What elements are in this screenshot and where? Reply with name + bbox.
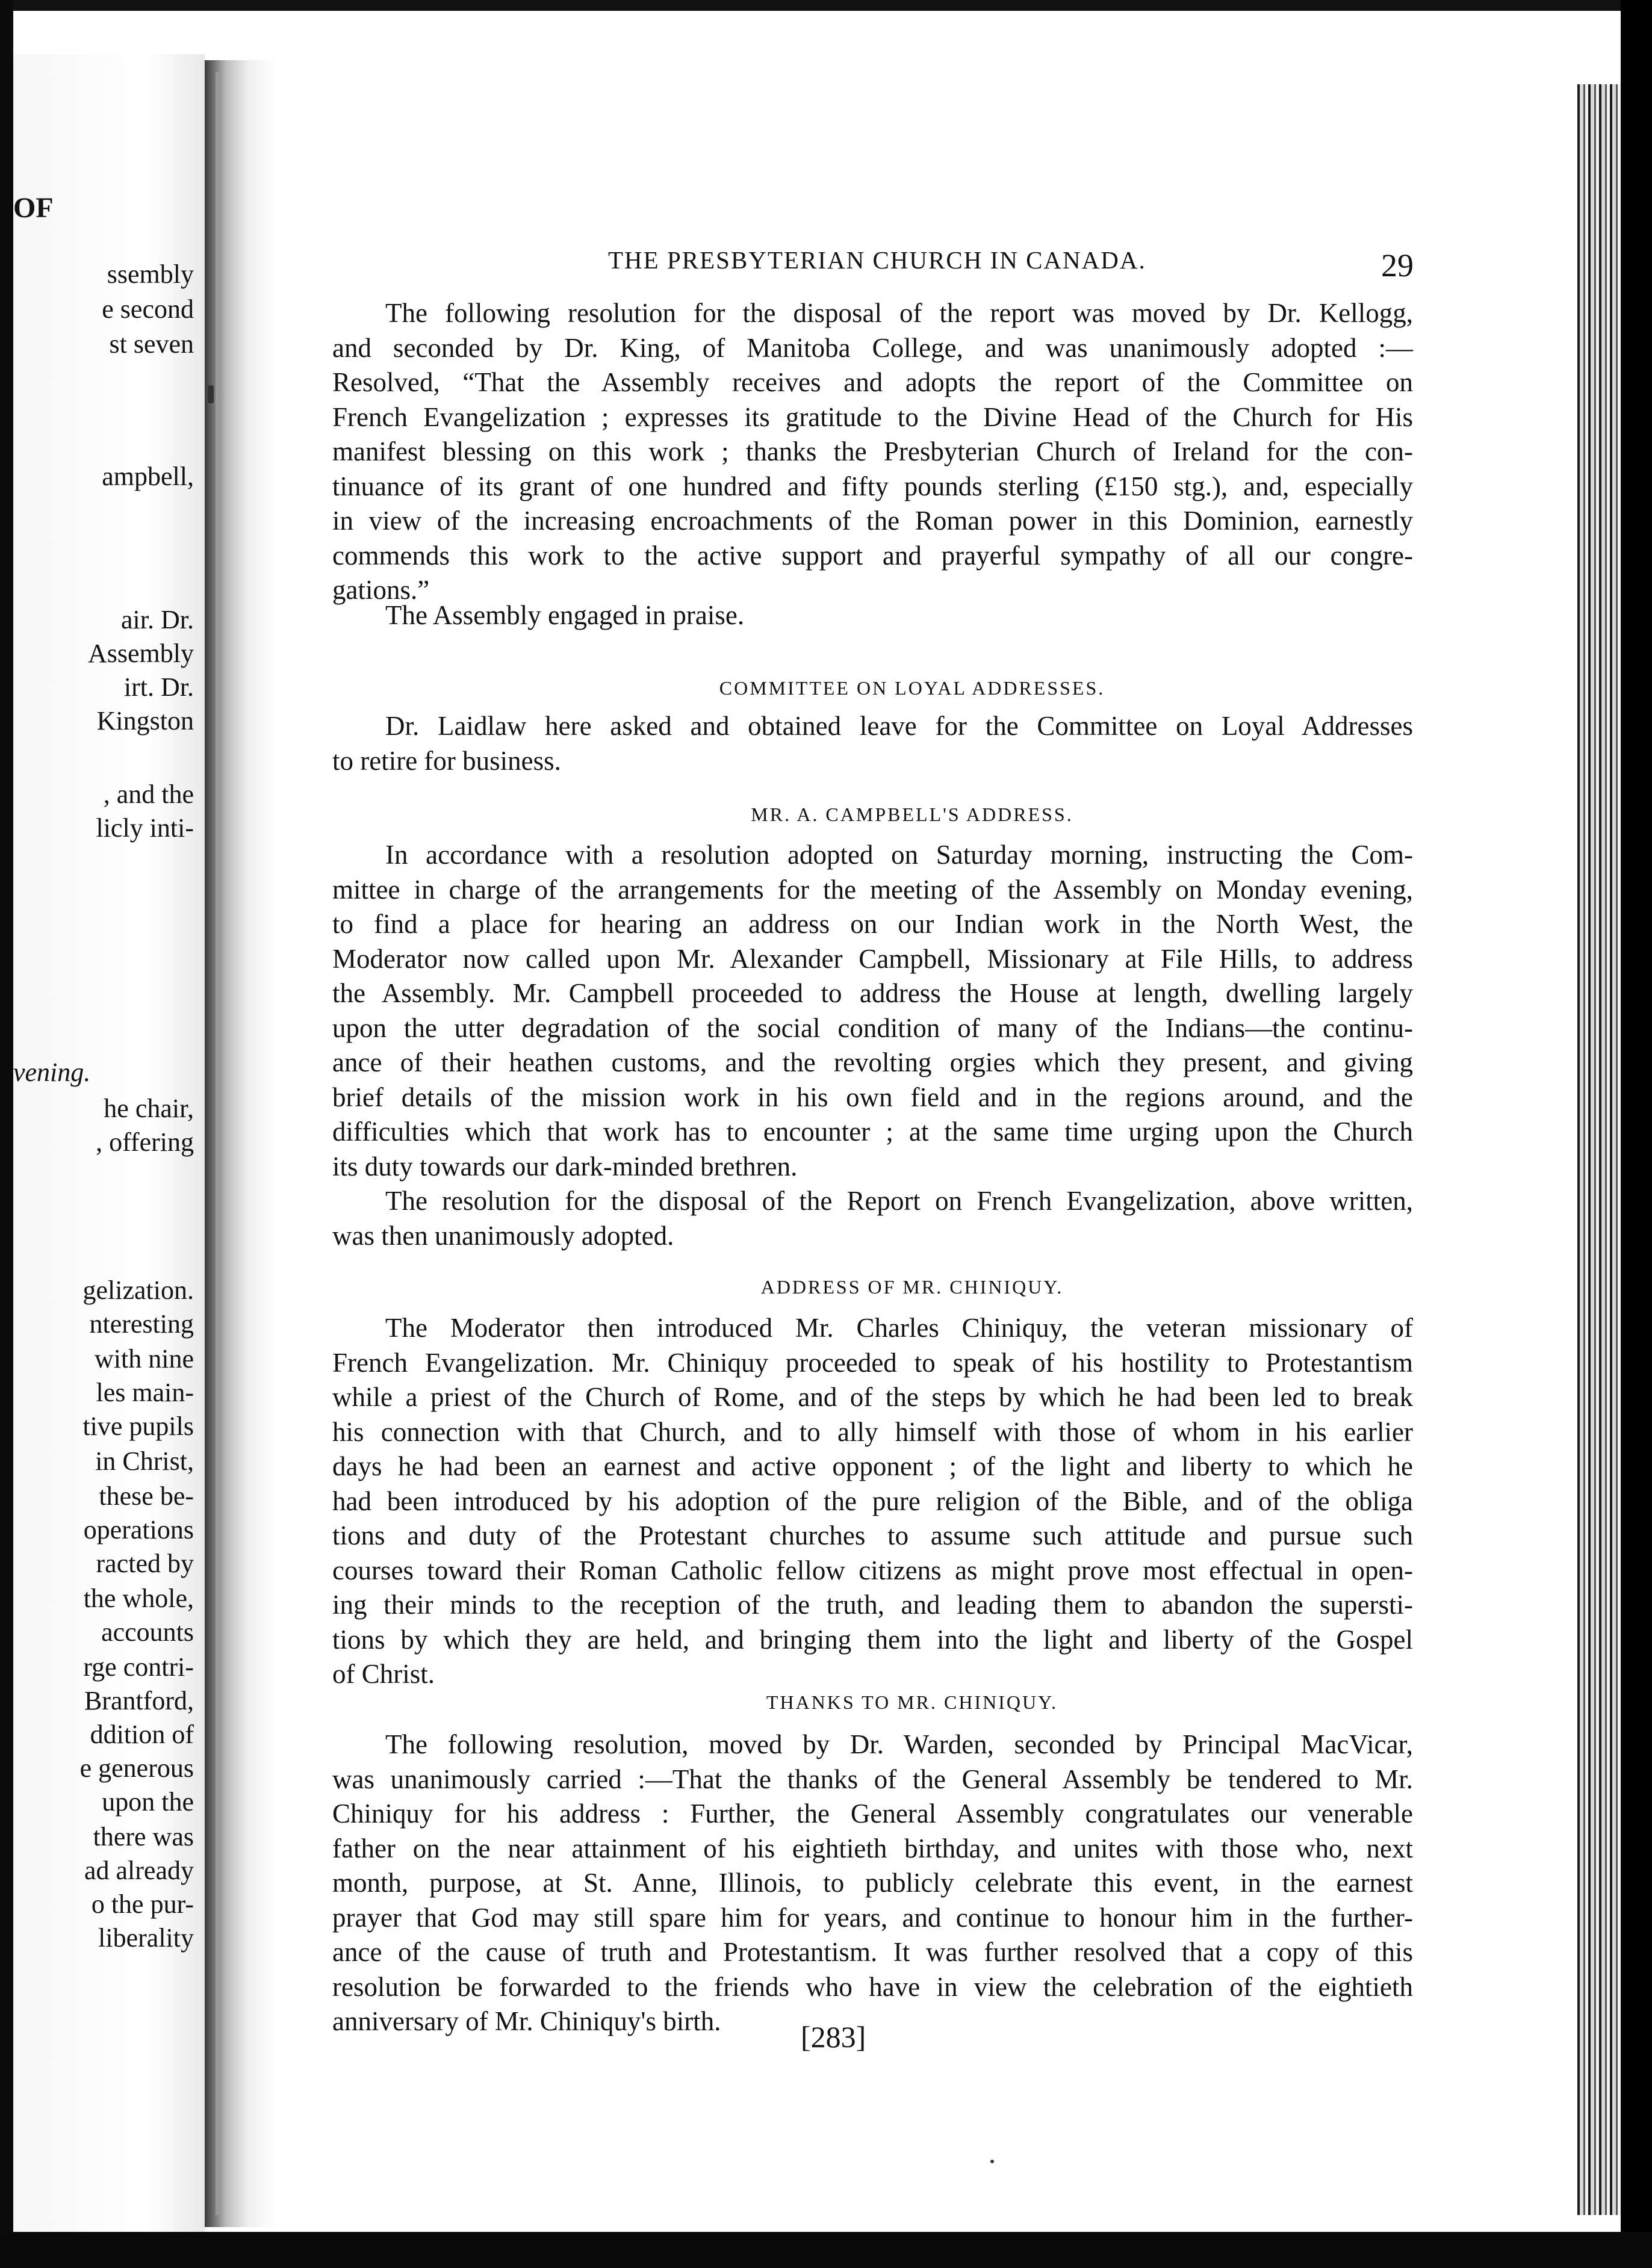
previous-page-line: e generous xyxy=(79,1753,194,1783)
text-line: Chiniquy for his address : Further, the General Assembly congratulates our venerable xyxy=(332,1799,1413,1829)
text-line: prayer that God may still spare him for years, and continue to honour him in the further- xyxy=(332,1902,1413,1933)
heading-loyal-addresses: COMMITTEE ON LOYAL ADDRESSES. xyxy=(719,677,1105,699)
scan-top-edge xyxy=(0,0,1652,11)
paragraph-kellogg-resolution xyxy=(332,296,1413,608)
previous-page-line: tive pupils xyxy=(82,1411,194,1441)
text-line: Dr. Laidlaw here asked and obtained leave for the Committee on Loyal Addresses xyxy=(385,711,1413,741)
previous-page-fragment xyxy=(13,54,205,2233)
text-line: Moderator now called upon Mr. Alexander Campbell, Missionary at File Hills, to address xyxy=(332,943,1413,974)
previous-page-line: OF xyxy=(13,192,54,224)
signature-mark: [283] xyxy=(801,2020,866,2054)
text-line: had been introduced by his adoption of the pure religion of the Bible, and of the obliga xyxy=(332,1486,1413,1516)
text-line: ing their minds to the reception of the truth, and leading them to abandon the supersti- xyxy=(332,1590,1413,1620)
text-line: mittee in charge of the arrangements for the meeting of the Assembly on Monday evening, xyxy=(332,874,1413,905)
text-line: days he had been an earnest and active opponent ; of the light and liberty to which he xyxy=(332,1451,1413,1481)
text-line: was then unanimously adopted. xyxy=(332,1220,674,1251)
heading-campbell-address: MR. A. CAMPBELL'S ADDRESS. xyxy=(751,804,1073,825)
text-line: ance of their heathen customs, and the revolting orgies which they present, and giving xyxy=(332,1047,1413,1077)
text-line: anniversary of Mr. Chiniquy's birth. xyxy=(332,2006,721,2036)
previous-page-line: ampbell, xyxy=(102,462,194,491)
text-line: tions and duty of the Protestant churches to assume such attitude and pursue such xyxy=(332,1520,1413,1551)
heading-thanks-chiniquy: THANKS TO MR. CHINIQUY. xyxy=(766,1691,1058,1713)
previous-page-line: , and the xyxy=(103,779,194,809)
text-line: to retire for business. xyxy=(332,745,561,776)
previous-page-line: o the pur- xyxy=(91,1889,194,1919)
paragraph-resolution-adopted xyxy=(332,1184,1413,1253)
text-line: his connection with that Church, and to ally himself with those of whom in his earlier xyxy=(332,1416,1413,1447)
text-line: to find a place for hearing an address on our Indian work in the North West, the xyxy=(332,909,1413,939)
text-line: manifest blessing on this work ; thanks the Presbyterian Church of Ireland for the con- xyxy=(332,436,1413,466)
previous-page-line: he chair, xyxy=(104,1094,194,1123)
previous-page-line: licly inti- xyxy=(96,813,194,843)
paragraph-praise xyxy=(332,598,1413,633)
previous-page-line: ad already xyxy=(84,1856,194,1885)
previous-page-line: Kingston xyxy=(96,706,194,736)
text-line: of Christ. xyxy=(332,1659,435,1689)
heading-chiniquy-address: ADDRESS OF MR. CHINIQUY. xyxy=(760,1276,1064,1298)
paragraph-campbell xyxy=(332,838,1413,1184)
scan-bottom-edge xyxy=(0,2232,1652,2268)
paragraph-thanks xyxy=(332,1727,1413,2039)
scan-left-edge xyxy=(0,0,13,2268)
paragraph-chiniquy xyxy=(332,1311,1413,1692)
text-line: Resolved, “That the Assembly receives and adopts the report of the Committee on xyxy=(332,367,1413,397)
previous-page-line: e second xyxy=(102,294,194,324)
previous-page-line: nteresting xyxy=(89,1309,194,1339)
text-line: upon the utter degradation of the social condition of many of the Indians—the continu- xyxy=(332,1012,1413,1043)
page-number: 29 xyxy=(1381,247,1414,284)
previous-page-line: rge contri- xyxy=(83,1652,194,1682)
previous-page-line: accounts xyxy=(101,1617,194,1647)
scan-right-edge xyxy=(1621,0,1652,2268)
previous-page-line: these be- xyxy=(99,1481,194,1511)
text-line: while a priest of the Church of Rome, and of the steps by which he had been led to break xyxy=(332,1382,1413,1412)
previous-page-line: with nine xyxy=(95,1344,194,1374)
previous-page-line: in Christ, xyxy=(95,1446,194,1476)
previous-page-line: operations xyxy=(83,1515,194,1545)
previous-page-line: gelization. xyxy=(82,1275,194,1305)
previous-page-line: irt. Dr. xyxy=(123,672,194,702)
scan-speck xyxy=(208,385,214,403)
text-line: the Assembly. Mr. Campbell proceeded to address the House at length, dwelling largely xyxy=(332,978,1413,1008)
document-page xyxy=(283,66,1577,2209)
text-line: In accordance with a resolution adopted on Saturday morning, instructing the Com- xyxy=(385,840,1413,870)
previous-page-line: les main- xyxy=(96,1378,194,1407)
text-line: French Evangelization. Mr. Chiniquy proceeded to speak of his hostility to Protestantism xyxy=(332,1347,1413,1378)
paragraph-laidlaw xyxy=(332,709,1413,778)
text-line: father on the near attainment of his eightieth birthday, and unites with those who, next xyxy=(332,1833,1413,1864)
text-line: difficulties which that work has to encounter ; at the same time urging upon the Church xyxy=(332,1117,1413,1147)
text-line: tinuance of its grant of one hundred and fifty pounds sterling (£150 stg.), and, especially xyxy=(332,471,1413,501)
text-line: was unanimously carried :—That the thanks of the General Assembly be tendered to Mr. xyxy=(332,1764,1413,1794)
previous-page-line: Brantford, xyxy=(84,1686,194,1715)
previous-page-line: there was xyxy=(93,1822,194,1851)
text-line: tions by which they are held, and bringing them into the light and liberty of the Gospel xyxy=(332,1624,1413,1655)
text-line: The Moderator then introduced Mr. Charles Chiniquy, the veteran missionary of xyxy=(385,1313,1413,1343)
previous-page-line: air. Dr. xyxy=(121,605,194,634)
previous-page-line: st seven xyxy=(109,329,194,359)
text-line: its duty towards our dark-minded brethren. xyxy=(332,1151,798,1182)
text-line: month, purpose, at St. Anne, Illinois, to publicly celebrate this event, in the earnest xyxy=(332,1868,1413,1898)
previous-page-line: vening. xyxy=(13,1058,91,1087)
text-line: The following resolution, moved by Dr. Warden, seconded by Principal MacVicar, xyxy=(385,1729,1413,1759)
text-line: The resolution for the disposal of the Report on French Evangelization, above written, xyxy=(385,1186,1413,1216)
previous-page-line: ddition of xyxy=(90,1720,194,1749)
running-head: THE PRESBYTERIAN CHURCH IN CANADA. xyxy=(608,246,1146,274)
text-line: The Assembly engaged in praise. xyxy=(385,600,745,630)
text-line: French Evangelization ; expresses its gratitude to the Divine Head of the Church for His xyxy=(332,401,1413,432)
previous-page-line: the whole, xyxy=(83,1584,194,1613)
previous-page-line: ssembly xyxy=(107,259,194,289)
gutter-crease xyxy=(216,72,220,2215)
text-line: ance of the cause of truth and Protestantism. It was further resolved that a copy of this xyxy=(332,1937,1413,1967)
text-line: resolution be forwarded to the friends who have in view the celebration of the eightieth xyxy=(332,1971,1413,2002)
page-stack-edges xyxy=(1577,84,1621,2215)
text-line: courses toward their Roman Catholic fellow citizens as might prove most effectual in open- xyxy=(332,1555,1413,1585)
text-line: gations.” xyxy=(332,575,430,605)
previous-page-line: liberality xyxy=(98,1923,194,1953)
text-line: and seconded by Dr. King, of Manitoba College, and was unanimously adopted :— xyxy=(332,332,1413,363)
previous-page-line: racted by xyxy=(96,1549,194,1578)
text-line: The following resolution for the disposal of the report was moved by Dr. Kellogg, xyxy=(385,298,1413,328)
previous-page-line: , offering xyxy=(96,1127,194,1157)
text-line: brief details of the mission work in his own field and in the regions around, and the xyxy=(332,1082,1413,1112)
scan-speck xyxy=(990,2160,994,2163)
text-line: in view of the increasing encroachments of the Roman power in this Dominion, earnestly xyxy=(332,506,1413,536)
previous-page-line: Assembly xyxy=(88,639,194,668)
previous-page-line: upon the xyxy=(102,1787,194,1817)
text-line: commends this work to the active support and prayerful sympathy of all our congre- xyxy=(332,540,1413,571)
